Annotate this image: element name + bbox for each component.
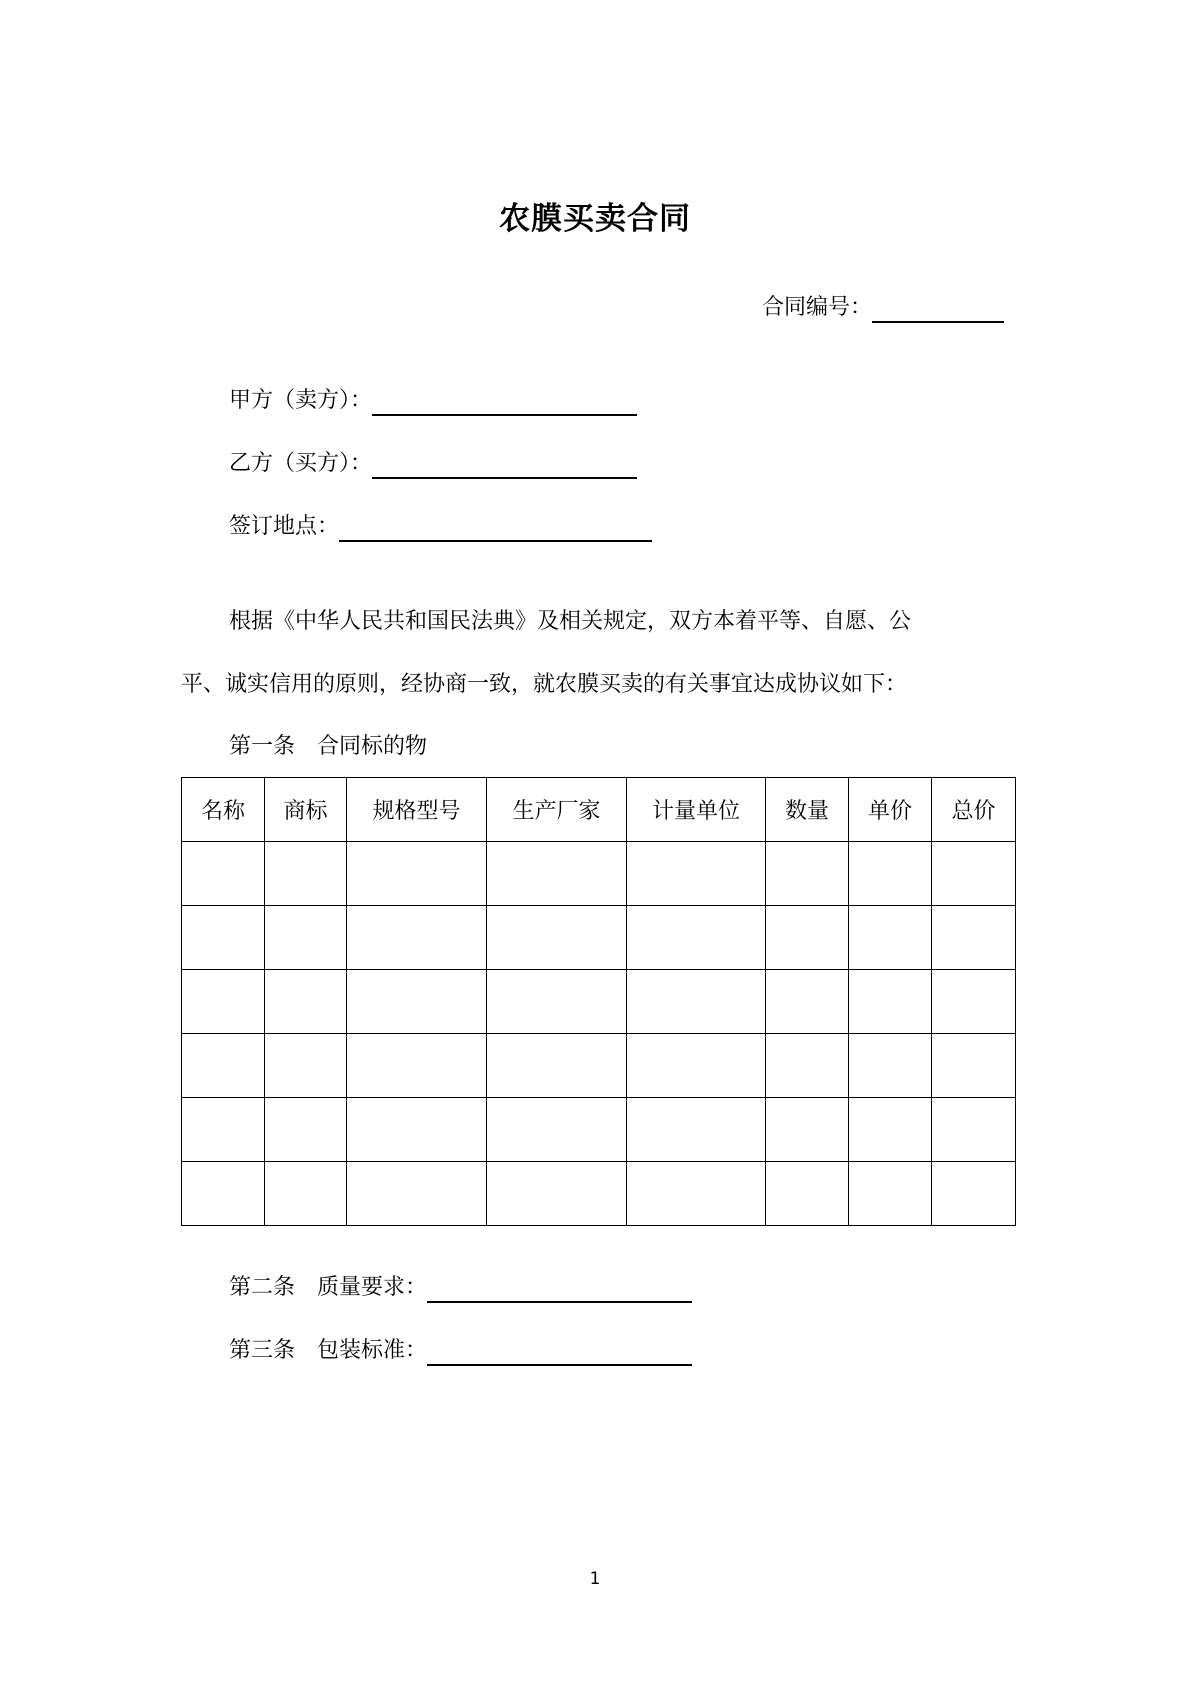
- party-a-label: 甲方（卖方）：: [229, 388, 373, 413]
- article-3-line: [229, 1336, 692, 1366]
- table-cell[interactable]: [849, 1098, 932, 1162]
- document-title: 农膜买卖合同: [499, 201, 691, 237]
- table-cell[interactable]: [182, 906, 265, 970]
- table-cell[interactable]: [627, 906, 766, 970]
- table-cell[interactable]: [932, 1098, 1016, 1162]
- table-cell[interactable]: [347, 1098, 487, 1162]
- page-number: 1: [589, 1569, 601, 1589]
- table-cell[interactable]: [182, 1162, 265, 1226]
- party-b-line: [229, 449, 637, 479]
- table-cell[interactable]: [487, 1034, 627, 1098]
- table-header-cell: 数量: [766, 778, 849, 842]
- table-cell[interactable]: [627, 842, 766, 906]
- table-cell[interactable]: [766, 1162, 849, 1226]
- table-cell[interactable]: [766, 906, 849, 970]
- table-cell[interactable]: [487, 1162, 627, 1226]
- table-header-cell: 规格型号: [347, 778, 487, 842]
- sign-place-line: [229, 512, 652, 542]
- table-cell[interactable]: [347, 842, 487, 906]
- table-header-cell: 商标: [265, 778, 347, 842]
- table-cell[interactable]: [627, 1034, 766, 1098]
- table-row: [182, 906, 1016, 970]
- table-cell[interactable]: [627, 1162, 766, 1226]
- table-cell[interactable]: [487, 1098, 627, 1162]
- table-cell[interactable]: [265, 970, 347, 1034]
- contract-number-line: [762, 293, 1004, 323]
- table-cell[interactable]: [487, 842, 627, 906]
- contract-number-blank[interactable]: [872, 295, 1004, 323]
- table-cell[interactable]: [766, 842, 849, 906]
- article-3-label: 第三条 包装标准：: [229, 1338, 428, 1363]
- contract-number-label: 合同编号：: [762, 295, 873, 320]
- table-cell[interactable]: [487, 970, 627, 1034]
- table-cell[interactable]: [849, 970, 932, 1034]
- table-header-cell: 计量单位: [627, 778, 766, 842]
- table-cell[interactable]: [849, 906, 932, 970]
- table-cell[interactable]: [265, 1034, 347, 1098]
- article-1-heading: 第一条 合同标的物: [229, 734, 428, 759]
- packaging-standard-blank[interactable]: [427, 1338, 692, 1366]
- table-cell[interactable]: [265, 906, 347, 970]
- table-header-cell: 总价: [932, 778, 1016, 842]
- party-b-label: 乙方（买方）：: [229, 451, 373, 476]
- table-cell[interactable]: [932, 970, 1016, 1034]
- table-cell[interactable]: [182, 970, 265, 1034]
- table-cell[interactable]: [766, 1098, 849, 1162]
- table-cell[interactable]: [849, 1034, 932, 1098]
- table-cell[interactable]: [849, 842, 932, 906]
- party-a-blank[interactable]: [372, 388, 637, 416]
- table-cell[interactable]: [627, 1098, 766, 1162]
- party-b-blank[interactable]: [372, 451, 637, 479]
- table-cell[interactable]: [932, 842, 1016, 906]
- quality-requirement-blank[interactable]: [427, 1275, 692, 1303]
- table-cell[interactable]: [487, 906, 627, 970]
- table-row: [182, 1034, 1016, 1098]
- preamble-line-1: 根据《中华人民共和国民法典》及相关规定，双方本着平等、自愿、公: [229, 609, 912, 634]
- table-cell[interactable]: [347, 1034, 487, 1098]
- table-cell[interactable]: [347, 1162, 487, 1226]
- article-2-label: 第二条 质量要求：: [229, 1275, 428, 1300]
- table-row: [182, 1162, 1016, 1226]
- table-row: [182, 970, 1016, 1034]
- table-cell[interactable]: [265, 1162, 347, 1226]
- table-cell[interactable]: [182, 1034, 265, 1098]
- table-cell[interactable]: [932, 906, 1016, 970]
- table-header-cell: 单价: [849, 778, 932, 842]
- sign-place-label: 签订地点：: [229, 514, 340, 539]
- table-cell[interactable]: [182, 1098, 265, 1162]
- table-cell[interactable]: [627, 970, 766, 1034]
- table-cell[interactable]: [182, 842, 265, 906]
- party-a-line: [229, 386, 637, 416]
- table-header-cell: 生产厂家: [487, 778, 627, 842]
- table-row: [182, 842, 1016, 906]
- goods-table: [181, 777, 1016, 1226]
- table-row: [182, 1098, 1016, 1162]
- table-cell[interactable]: [347, 970, 487, 1034]
- table-cell[interactable]: [932, 1034, 1016, 1098]
- table-cell[interactable]: [766, 1034, 849, 1098]
- table-cell[interactable]: [347, 906, 487, 970]
- preamble-line-2: 平、诚实信用的原则，经协商一致，就农膜买卖的有关事宜达成协议如下：: [181, 672, 908, 697]
- table-cell[interactable]: [849, 1162, 932, 1226]
- table-body: [182, 842, 1016, 1226]
- table-cell[interactable]: [265, 1098, 347, 1162]
- sign-place-blank[interactable]: [339, 514, 652, 542]
- table-header-row: [182, 778, 1016, 842]
- table-cell[interactable]: [766, 970, 849, 1034]
- table-header-cell: 名称: [182, 778, 265, 842]
- table-cell[interactable]: [932, 1162, 1016, 1226]
- table-cell[interactable]: [265, 842, 347, 906]
- article-2-line: [229, 1273, 692, 1303]
